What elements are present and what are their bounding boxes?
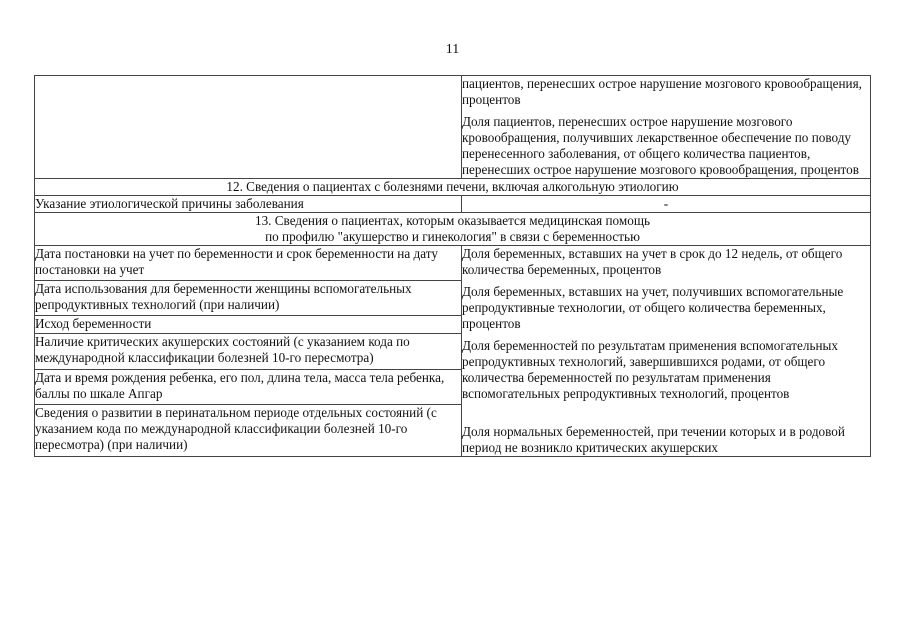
indicators-cell <box>462 246 871 457</box>
data-item-cell: Дата и время рождения ребенка, его пол, длина тела, масса тела ребенка, баллы по шкале Апгар <box>35 369 462 404</box>
page-number: 11 <box>445 42 460 57</box>
indicator-cell: - <box>462 196 871 213</box>
data-item-cell: Дата использования для беременности женщины вспомогательных репродуктивных технологий (при наличии) <box>35 281 462 316</box>
indicators-table <box>34 75 871 457</box>
table-row <box>35 196 871 213</box>
section-heading-row <box>35 213 871 246</box>
data-item-cell: Сведения о развитии в перинатальном периоде отдельных состояний (с указанием кода по международной классификации болезней 10-го пересмотра) (при наличии) <box>35 404 462 456</box>
table-row <box>35 76 871 179</box>
indicator-paragraph: пациентов, перенесших острое нарушение мозгового кровообращения, процентов <box>462 76 862 107</box>
continued-left-cell <box>35 76 462 179</box>
indicator-paragraph: Доля нормальных беременностей, при течении которых и в родовой период не возникло критических акушерских <box>462 424 845 455</box>
data-item-cell: Исход беременности <box>35 316 462 334</box>
data-item-cell: Указание этиологической причины заболевания <box>35 196 462 213</box>
section-13-heading <box>35 213 871 246</box>
data-item-cell: Наличие критических акушерских состояний (с указанием кода по международной классификации болезней 10-го пересмотра) <box>35 334 462 369</box>
continued-right-cell <box>462 76 871 179</box>
section-heading-row <box>35 179 871 196</box>
indicator-paragraph: Доля беременных, вставших на учет, получивших вспомогательные репродуктивные технологии, от общего количества беременных, процентов <box>462 284 844 331</box>
heading-line: 13. Сведения о пациентах, которым оказывается медицинская помощь <box>254 213 651 228</box>
section-12-heading: 12. Сведения о пациентах с болезнями печени, включая алкогольную этиологию <box>35 179 871 196</box>
indicator-paragraph: Доля беременных, вставших на учет в срок до 12 недель, от общего количества беременных, процентов <box>462 246 843 277</box>
heading-line: по профилю "акушерство и гинекология" в связи с беременностью <box>265 229 640 244</box>
indicator-paragraph: Доля беременностей по результатам применения вспомогательных репродуктивных технологий, завершившихся родами, от общего количества беременностей по результатам применения вспомогательных репродуктивных технологий, процентов <box>462 338 838 401</box>
table-row <box>35 246 871 281</box>
data-item-cell: Дата постановки на учет по беременности и срок беременности на дату постановки на учет <box>35 246 462 281</box>
indicator-paragraph: Доля пациентов, перенесших острое нарушение мозгового кровообращения, получивших лекарственное обеспечение по поводу перенесенного заболевания, от общего количества пациентов, перенесших острое нарушение мозгового кровообращения, процентов <box>462 114 859 177</box>
